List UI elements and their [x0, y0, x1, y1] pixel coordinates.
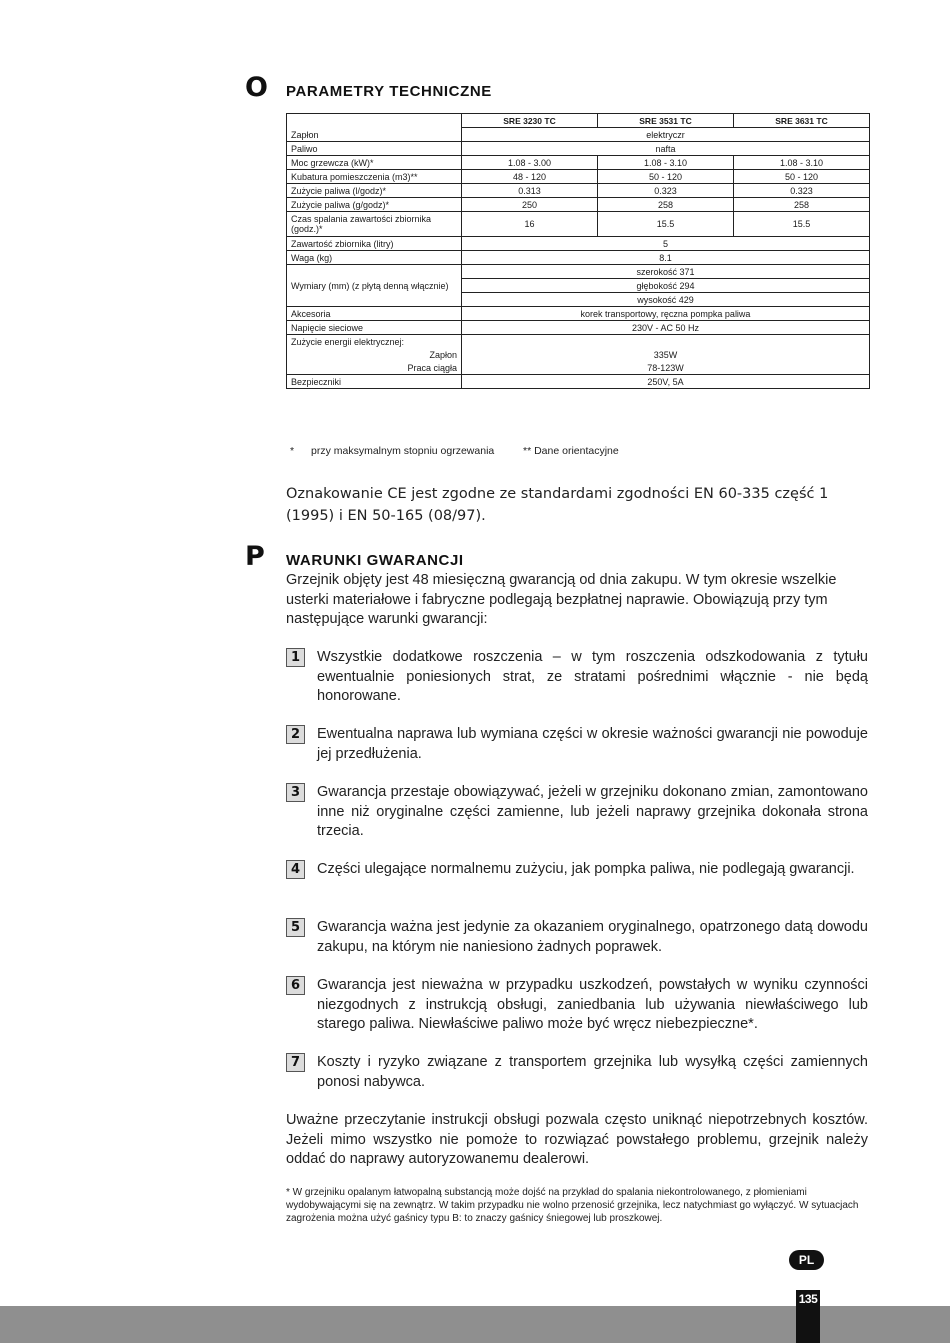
footnote-star: *	[290, 445, 295, 457]
row-sublabel: Praca ciągła	[287, 361, 462, 375]
row-value: 258	[734, 198, 869, 212]
item-number-box: 5	[286, 918, 305, 937]
row-label: Bezpieczniki	[287, 375, 462, 388]
item-text: Gwarancja przestaje obowiązywać, jeżeli w grzejniku dokonano zmian, zamontowano inne niż oryginalne części zamienne, lub jeżeli naprawy grzejnika dokonała strona trzecia.	[317, 784, 868, 839]
row-value: szerokość 371	[462, 265, 869, 279]
row-value: 50 - 120	[598, 170, 734, 184]
item-text: Gwarancja ważna jest jedynie za okazaniem oryginalnego, opatrzonego datą dowodu zakupu, na którym nie naniesiono żadnych poprawek.	[317, 919, 868, 955]
row-value: wysokość 429	[462, 293, 869, 307]
language-badge: PL	[789, 1250, 824, 1270]
row-label: Zużycie paliwa (g/godz)*	[287, 198, 462, 212]
row-label: Zawartość zbiornika (litry)	[287, 237, 462, 251]
row-value: 15.5	[598, 212, 734, 237]
row-label: Waga (kg)	[287, 251, 462, 265]
item-number-box: 7	[286, 1053, 305, 1072]
table-row	[287, 128, 869, 142]
row-value: elektryczr	[462, 128, 869, 142]
section-letter-p: P	[245, 541, 265, 572]
table-row	[287, 237, 869, 251]
table-row	[287, 198, 869, 212]
section-letter-o: O	[245, 72, 268, 103]
table-header-row	[287, 114, 869, 128]
item-text: Części ulegające normalnemu zużyciu, jak pompka paliwa, nie podlegają gwarancji.	[317, 861, 855, 877]
section-title-parametry: PARAMETRY TECHNICZNE	[286, 83, 492, 100]
row-value: 250	[462, 198, 598, 212]
footnote-double-star: ** Dane orientacyjne	[523, 445, 619, 457]
row-value: 16	[462, 212, 598, 237]
row-value: 1.08 - 3.00	[462, 156, 598, 170]
footnote-star-text: przy maksymalnym stopniu ogrzewania	[311, 445, 495, 457]
table-row	[287, 307, 869, 321]
table-row	[287, 375, 869, 388]
item-number-box: 6	[286, 976, 305, 995]
row-value: 335W	[653, 349, 678, 360]
row-value: nafta	[462, 142, 869, 156]
item-text: Wszystkie dodatkowe roszczenia – w tym roszczenia odszkodowania z tytułu ewentualnie poniesionych strat, ze stratami pośrednimi włącznie - nie będą honorowane.	[317, 649, 868, 704]
item-number-box: 3	[286, 783, 305, 802]
table-row	[287, 348, 869, 361]
safety-footnote: * W grzejniku opalanym łatwopalną substancją może dojść na przykład do spalania niekontrolowanego, z płomieniami wydobywającymi się na zewnątrz. W takim przypadku nie wolno przenosić grzejnika, lecz natychmiast go wyłączyć. W sytuacjach zagrożenia można użyć gaśnicy typu B: to znaczy gaśnicy śniegowej lub proszkowej.	[286, 1187, 859, 1224]
ce-statement: Oznakowanie CE jest zgodne ze standardami zgodności EN 60-335 część 1 (1995) i EN 50-165 (08/97).	[286, 486, 829, 524]
row-label: Napięcie sieciowe	[287, 321, 462, 335]
row-value: 1.08 - 3.10	[598, 156, 734, 170]
item-text: Koszty i ryzyko związane z transportem grzejnika lub wysyłką części zamiennych ponosi nabywca.	[317, 1054, 868, 1090]
warranty-item	[286, 648, 868, 707]
warranty-item	[286, 725, 868, 764]
row-label: Wymiary (mm) (z płytą denną włącznie)	[287, 265, 462, 307]
row-label: Paliwo	[287, 142, 462, 156]
table-row	[287, 156, 869, 170]
row-value: 230V - AC 50 Hz	[462, 321, 869, 335]
table-corner-cell	[287, 114, 462, 128]
row-value: 8.1	[462, 251, 869, 265]
row-label: Akcesoria	[287, 307, 462, 321]
model-header: SRE 3631 TC	[734, 114, 869, 128]
page-number: 135	[798, 1292, 818, 1306]
row-value: 0.323	[598, 184, 734, 198]
warranty-intro: Grzejnik objęty jest 48 miesięczną gwarancją od dnia zakupu. W tym okresie wszelkie usterki materiałowe i fabryczne podlegają bezpłatnej naprawie. Obowiązują przy tym następujące warunki gwarancji:	[286, 572, 837, 627]
row-value: 0.323	[734, 184, 869, 198]
row-value-empty	[462, 335, 869, 348]
row-value: 48 - 120	[462, 170, 598, 184]
row-label: Kubatura pomieszczenia (m3)**	[287, 170, 462, 184]
warranty-item	[286, 918, 868, 957]
warranty-item	[286, 783, 868, 842]
row-value: głębokość 294	[462, 279, 869, 293]
table-row	[287, 361, 869, 375]
row-label: Zużycie energii elektrycznej:	[287, 335, 462, 348]
closing-paragraph: Uważne przeczytanie instrukcji obsługi pozwala często uniknąć niepotrzebnych kosztów. Jeżeli mimo wszystko nie pomoże to rozwiązać powstałego problemu, grzejnik należy oddać do naprawy autoryzowanemu dealerowi.	[286, 1112, 868, 1167]
model-header: SRE 3230 TC	[462, 114, 598, 128]
row-value: 250V, 5A	[647, 376, 684, 387]
warranty-item	[286, 1053, 868, 1092]
table-row	[287, 251, 869, 265]
model-header: SRE 3531 TC	[598, 114, 734, 128]
row-label: Zapłon	[287, 128, 462, 142]
section-title-warunki: WARUNKI GWARANCJI	[286, 552, 464, 569]
item-text: Ewentualna naprawa lub wymiana części w okresie ważności gwarancji nie powoduje jej przedłużenia.	[317, 726, 868, 762]
row-label: Moc grzewcza (kW)*	[287, 156, 462, 170]
technical-parameters-table	[286, 113, 870, 389]
item-number-box: 4	[286, 860, 305, 879]
table-row	[287, 184, 869, 198]
warranty-item	[286, 976, 868, 1035]
item-number-box: 1	[286, 648, 305, 667]
table-row	[287, 212, 869, 237]
row-value: 1.08 - 3.10	[734, 156, 869, 170]
row-label: Zużycie paliwa (l/godz)*	[287, 184, 462, 198]
table-footnotes	[290, 445, 619, 457]
row-value: 15.5	[734, 212, 869, 237]
row-label: Czas spalania zawartości zbiornika (godz.)*	[287, 212, 462, 237]
row-value: 78-123W	[462, 361, 869, 375]
row-value: 0.313	[462, 184, 598, 198]
table-row	[287, 170, 869, 184]
table-row	[287, 321, 869, 335]
item-text: Gwarancja jest nieważna w przypadku uszkodzeń, powstałych w wyniku czynności niezgodnych z instrukcją obsługi, zaniedbania lub używania niewłaściwego lub starego paliwa. Niewłaściwe paliwo może być wręcz niebezpieczne*.	[317, 977, 868, 1032]
row-value: 258	[598, 198, 734, 212]
warranty-item	[286, 860, 868, 880]
table-row	[287, 265, 869, 279]
row-sublabel: Zapłon	[287, 348, 462, 361]
item-number-box: 2	[286, 725, 305, 744]
row-value: 50 - 120	[734, 170, 869, 184]
table-row	[287, 142, 869, 156]
table-row	[287, 335, 869, 348]
row-value: korek transportowy, ręczna pompka paliwa	[462, 307, 869, 321]
row-value: 5	[462, 237, 869, 251]
